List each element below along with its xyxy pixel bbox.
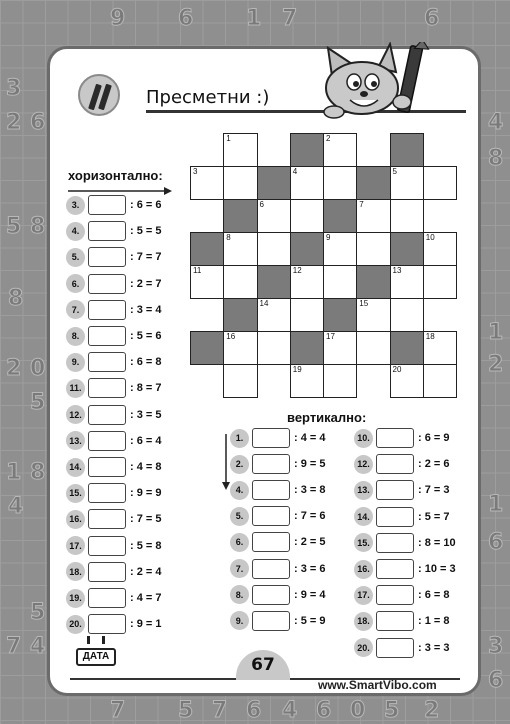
clue-expression: : 6 = 9 [418,432,450,444]
crossword-cell[interactable] [423,331,457,365]
clue-row [66,456,162,478]
answer-box[interactable] [252,585,290,605]
answer-box[interactable] [88,588,126,608]
clue-number-badge: 3. [66,196,85,215]
crossword-cell-number: 15 [359,299,369,308]
crossword-cell-number: 5 [392,167,397,176]
background-digit: 2 [424,698,440,723]
answer-box[interactable] [376,428,414,448]
clue-row [230,558,326,580]
clue-number-badge: 13. [354,481,373,500]
clue-row [66,587,162,609]
background-digit: 0 [350,698,366,723]
background-digit: 6 [424,6,440,31]
calendar-rings-icon [84,636,108,644]
crossword-blocked-cell [257,166,291,200]
clue-row [66,273,162,295]
background-digit: 6 [30,110,46,135]
clue-number-badge: 7. [230,559,249,578]
crossword-cell[interactable] [423,364,457,398]
answer-box[interactable] [88,247,126,267]
clue-expression: : 7 = 5 [130,513,162,526]
pencils-icon [78,74,120,116]
answer-box[interactable] [88,562,126,582]
crossword-blocked-cell [290,232,324,266]
clue-row [230,505,326,527]
clue-number-badge: 9. [230,611,249,630]
clue-expression: : 9 = 1 [130,618,162,631]
clue-expression: : 4 = 7 [130,592,162,604]
clue-expression: : 6 = 4 [130,434,162,447]
clue-expression: : 7 = 7 [130,251,162,264]
clue-number-badge: 18. [354,612,373,631]
clue-expression: : 4 = 4 [294,432,326,444]
crossword-cell[interactable] [323,265,357,299]
crossword-cell-number: 12 [292,266,302,275]
background-digit: 5 [178,698,194,723]
clue-expression: : 5 = 9 [294,614,326,627]
crossword-cell[interactable] [290,364,324,398]
horizontal-label: хоризонтално: [68,168,163,183]
crossword-cell[interactable] [390,298,424,332]
crossword-blocked-cell [223,298,257,332]
clue-row [66,535,162,557]
crossword-cell[interactable] [323,166,357,200]
clue-number-badge: 4. [230,481,249,500]
answer-box[interactable] [252,532,290,552]
background-digit: 6 [488,668,504,693]
crossword-cell[interactable] [257,199,291,233]
background-digit: 7 [110,698,126,723]
background-digit: 3 [488,634,504,659]
clue-number-badge: 6. [230,533,249,552]
crossword-cell[interactable] [356,298,390,332]
clue-number-badge: 13. [66,431,85,450]
crossword-blocked-cell [323,199,357,233]
background-digit: 1 [488,492,504,517]
background-digit: 6 [178,6,194,31]
answer-box[interactable] [376,585,414,605]
crossword-cell[interactable] [223,265,257,299]
crossword-blocked-cell [356,265,390,299]
answer-box[interactable] [88,614,126,634]
clue-row [66,194,162,216]
crossword-cell[interactable] [390,166,424,200]
clue-number-badge: 11. [66,379,85,398]
crossword-cell[interactable] [356,199,390,233]
crossword-cell[interactable] [223,331,257,365]
clue-number-badge: 10. [354,429,373,448]
clue-number-badge: 12. [66,405,85,424]
answer-box[interactable] [88,378,126,398]
clue-number-badge: 4. [66,222,85,241]
crossword-cell-number: 4 [292,167,298,176]
background-digit: 8 [8,286,24,311]
answer-box[interactable] [252,611,290,631]
clue-number-badge: 5. [230,507,249,526]
answer-box[interactable] [88,274,126,294]
clue-row [230,453,326,475]
crossword-blocked-cell [323,298,357,332]
crossword-blocked-cell [290,331,324,365]
answer-box[interactable] [376,611,414,631]
clue-row [354,610,450,632]
background-digit: 4 [8,494,24,519]
answer-box[interactable] [88,300,126,320]
crossword-cell-number: 1 [226,134,231,143]
clue-expression: : 6 = 6 [130,199,162,211]
answer-box[interactable] [252,428,290,448]
crossword-cell[interactable] [390,199,424,233]
background-digit: 6 [246,698,262,723]
clue-row [230,610,326,632]
clue-row [354,479,450,501]
crossword-cell-number: 17 [326,332,335,341]
crossword-cell[interactable] [190,166,224,200]
crossword-cell-number: 14 [259,299,269,308]
background-digit: 4 [282,698,298,723]
vertical-label: вертикално: [287,410,367,425]
date-box [74,636,118,672]
cat-with-pencil-illustration [318,42,430,122]
crossword-cell-number: 16 [226,332,236,341]
answer-box[interactable] [88,326,126,346]
crossword-blocked-cell [190,331,224,365]
clue-expression: : 6 = 8 [418,589,450,602]
crossword-cell[interactable] [423,265,457,299]
clue-expression: : 9 = 9 [130,487,162,500]
clue-row [354,532,456,554]
crossword-cell[interactable] [390,265,424,299]
clue-expression: : 9 = 4 [294,588,326,601]
background-digit: 7 [212,698,228,723]
clue-row [66,220,162,242]
crossword-cell[interactable] [323,364,357,398]
crossword-cell-number: 19 [292,365,302,374]
crossword-cell[interactable] [356,331,390,365]
crossword-cell[interactable] [390,364,424,398]
clue-number-badge: 14. [354,507,373,526]
background-digit: 2 [488,352,504,377]
clue-expression: : 2 = 7 [130,277,162,290]
answer-box[interactable] [252,454,290,474]
clue-number-badge: 18. [66,562,85,581]
clue-expression: : 5 = 5 [130,225,162,238]
clue-expression: : 3 = 5 [130,408,162,421]
clue-number-badge: 14. [66,458,85,477]
crossword-cell[interactable] [257,232,291,266]
answer-box[interactable] [88,221,126,241]
clue-row [230,531,326,553]
crossword-cell[interactable] [290,166,324,200]
crossword-cell[interactable] [223,166,257,200]
clue-row [230,584,326,606]
answer-box[interactable] [252,559,290,579]
background-digit: 7 [282,6,298,31]
answer-box[interactable] [88,536,126,556]
answer-box[interactable] [376,638,414,658]
clue-expression: : 1 = 8 [418,615,450,628]
page-number: 67 [236,650,290,680]
clue-number-badge: 12. [354,455,373,474]
crossword-cell[interactable] [323,232,357,266]
answer-box[interactable] [376,507,414,527]
background-digit: 8 [30,460,46,485]
background-digit: 8 [30,214,46,239]
clue-expression: : 8 = 7 [130,382,162,395]
clue-number-badge: 9. [66,353,85,372]
crossword-cell[interactable] [223,232,257,266]
crossword-cell[interactable] [257,331,291,365]
clue-expression: : 5 = 7 [418,510,450,523]
crossword-cell[interactable] [423,232,457,266]
answer-box[interactable] [376,533,414,553]
crossword-blocked-cell [223,199,257,233]
clue-row [66,246,162,268]
clue-number-badge: 2. [230,455,249,474]
clue-number-badge: 5. [66,248,85,267]
date-label: ДАТА [76,648,116,666]
crossword-cell-number: 7 [359,200,364,209]
answer-box[interactable] [88,457,126,477]
clue-row [354,453,450,475]
crossword-cell[interactable] [223,133,257,167]
answer-box[interactable] [88,405,126,425]
clue-expression: : 7 = 3 [418,484,450,497]
answer-box[interactable] [376,454,414,474]
clue-expression: : 6 = 8 [130,356,162,369]
clue-expression: : 3 = 8 [294,484,326,497]
page-title: Пресметни :) [146,87,270,108]
crossword-cell-number: 11 [193,266,202,275]
background-digit: 1 [6,460,22,485]
background-digit: 6 [316,698,332,723]
background-digit: 3 [6,76,22,101]
clue-row [66,430,162,452]
clue-row [66,482,162,504]
clue-row [230,479,326,501]
clue-row [66,351,162,373]
answer-box[interactable] [252,480,290,500]
clue-row [66,404,162,426]
clue-number-badge: 20. [66,615,85,634]
clue-expression: : 3 = 6 [294,562,326,575]
clue-row [66,613,162,635]
crossword-cell[interactable] [290,265,324,299]
clue-row [66,561,162,583]
clue-expression: : 3 = 3 [418,641,450,654]
crossword-blocked-cell [190,232,224,266]
clue-number-badge: 16. [354,560,373,579]
clue-number-badge: 8. [230,585,249,604]
clue-expression: : 4 = 8 [130,461,162,473]
background-digit: 0 [30,356,46,381]
background-digit: 9 [110,6,126,31]
background-digit: 4 [488,110,504,135]
crossword-cell[interactable] [423,166,457,200]
crossword-cell[interactable] [257,298,291,332]
clue-expression: : 8 = 10 [418,536,456,549]
crossword-cell-number: 10 [425,233,435,242]
clue-number-badge: 20. [354,638,373,657]
clue-expression: : 2 = 5 [294,536,326,549]
background-digit: 2 [6,356,22,381]
background-digit: 5 [384,698,400,723]
clue-row [66,325,162,347]
crossword-cell-number: 2 [326,134,331,143]
clue-number-badge: 17. [66,536,85,555]
background-digit: 5 [30,600,46,625]
clue-number-badge: 16. [66,510,85,529]
answer-box[interactable] [88,195,126,215]
clue-row [354,506,450,528]
background-digit: 5 [30,390,46,415]
clue-expression: : 3 = 4 [130,303,162,316]
background-digit: 2 [6,110,22,135]
clue-row [354,584,450,606]
answer-box[interactable] [376,559,414,579]
crossword-cell[interactable] [323,331,357,365]
crossword-cell[interactable] [223,364,257,398]
clue-expression: : 2 = 4 [130,565,162,578]
clue-expression: : 9 = 5 [294,458,326,471]
background-digit: 5 [6,214,22,239]
crossword-blocked-cell [390,331,424,365]
clue-expression: : 5 = 6 [130,330,162,342]
background-digit: 1 [488,320,504,345]
clue-number-badge: 15. [354,533,373,552]
answer-box[interactable] [88,431,126,451]
answer-box[interactable] [376,480,414,500]
crossword-blocked-cell [390,232,424,266]
clue-row [66,377,162,399]
crossword-cell-number: 6 [259,200,264,209]
answer-box[interactable] [88,483,126,503]
background-digit: 6 [488,530,504,555]
clue-number-badge: 8. [66,327,85,346]
website-url: www.SmartVibo.com [318,678,437,692]
background-digit: 8 [488,146,504,171]
crossword-cell-number: 18 [425,332,435,341]
crossword-grid [190,133,456,397]
crossword-cell-number: 13 [392,266,402,275]
crossword-cell-number: 3 [193,167,198,176]
crossword-blocked-cell [390,133,424,167]
background-digit: 4 [30,634,46,659]
background-digit: 1 [246,6,262,31]
crossword-cell[interactable] [323,133,357,167]
crossword-cell-number: 8 [226,233,231,242]
clue-number-badge: 17. [354,586,373,605]
crossword-blocked-cell [257,265,291,299]
crossword-cell[interactable] [190,265,224,299]
clue-expression: : 5 = 8 [130,539,162,552]
answer-box[interactable] [252,506,290,526]
clue-expression: : 10 = 3 [418,563,456,575]
crossword-cell[interactable] [356,232,390,266]
answer-box[interactable] [88,352,126,372]
crossword-blocked-cell [290,133,324,167]
clue-row [66,299,162,321]
clue-row [230,427,326,449]
clue-expression: : 7 = 6 [294,510,326,523]
clue-number-badge: 15. [66,484,85,503]
clue-row [66,508,162,530]
clue-number-badge: 6. [66,274,85,293]
clue-number-badge: 1. [230,429,249,448]
clue-number-badge: 7. [66,300,85,319]
clue-row [354,637,450,659]
crossword-cell[interactable] [290,199,324,233]
answer-box[interactable] [88,509,126,529]
crossword-cell-number: 20 [392,365,402,374]
background-digit: 7 [6,634,22,659]
clue-row [354,427,450,449]
crossword-cell[interactable] [290,298,324,332]
crossword-cell-number: 9 [326,233,331,242]
clue-expression: : 2 = 6 [418,458,450,471]
clue-row [354,558,456,580]
clue-number-badge: 19. [66,589,85,608]
crossword-blocked-cell [356,166,390,200]
